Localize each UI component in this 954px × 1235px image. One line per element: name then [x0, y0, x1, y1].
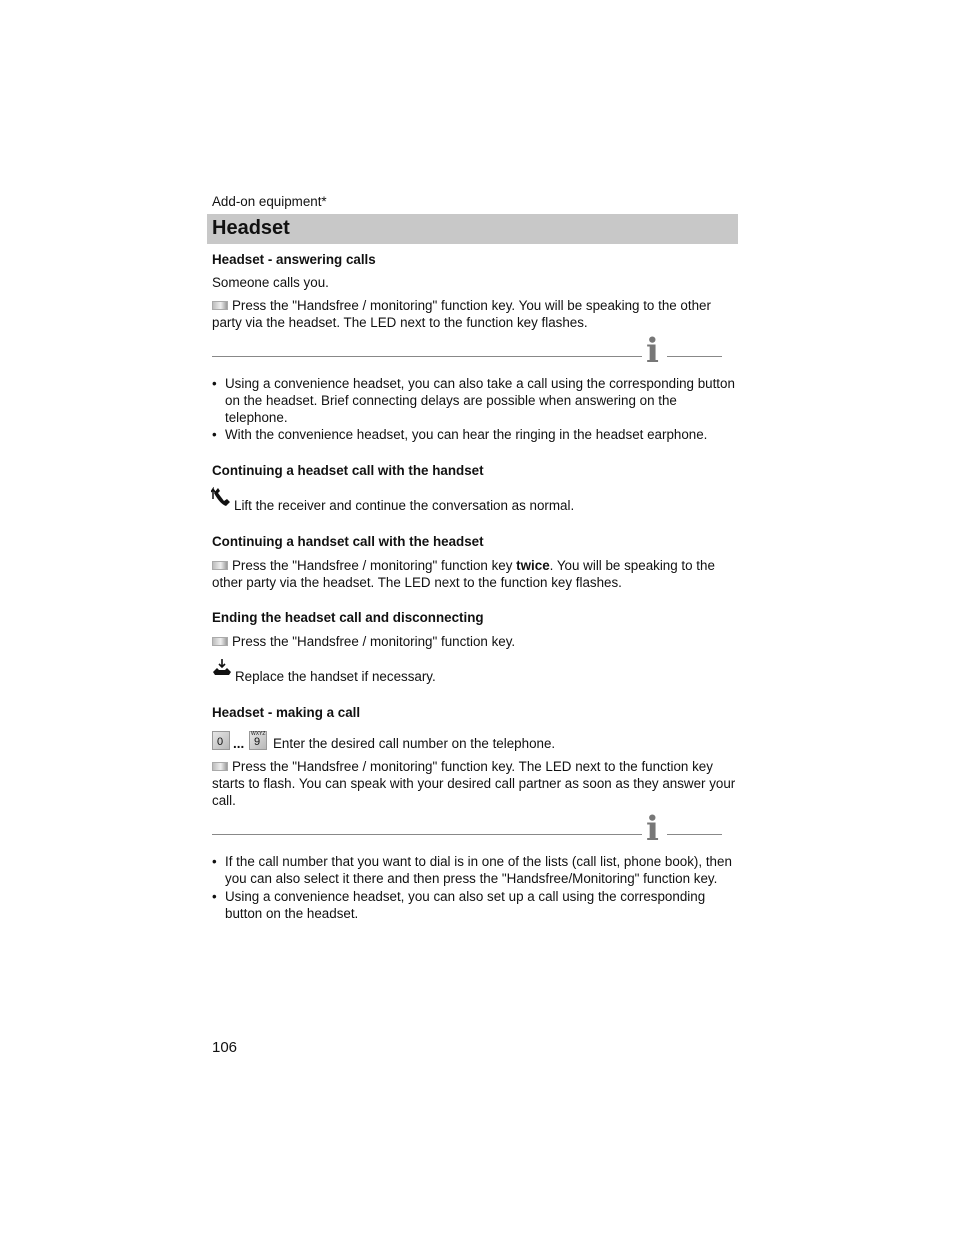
heading-answering-calls: Headset - answering calls	[212, 252, 376, 267]
emphasis-twice: twice	[516, 558, 550, 573]
dial-step-text: Enter the desired call number on the telephone.	[273, 736, 556, 751]
answering-step	[212, 297, 737, 331]
answering-notes	[212, 375, 737, 443]
continue-headset-text-b: . You will be speaking to the other party via the headset. The LED next to the function key flashes.	[212, 558, 715, 590]
function-key-icon	[212, 561, 228, 570]
ending-step-2	[212, 668, 737, 685]
lift-receiver-step	[212, 497, 737, 514]
info-divider-left	[212, 834, 642, 835]
digit-key-0-icon	[212, 731, 230, 750]
lift-receiver-text: Lift the receiver and continue the conversation as normal.	[234, 498, 575, 513]
function-key-icon	[212, 301, 228, 310]
heading-continue-with-handset: Continuing a headset call with the handset	[212, 463, 484, 478]
info-divider-left	[212, 356, 642, 357]
list-item: • Using a convenience headset, you can also set up a call using the corresponding button on the headset.	[212, 888, 737, 922]
info-divider-right	[667, 834, 722, 835]
answering-intro: Someone calls you.	[212, 275, 329, 290]
making-call-step	[212, 758, 737, 809]
info-icon: i	[646, 331, 659, 371]
list-item: • Using a convenience headset, you can also take a call using the corresponding button on the headset. Brief connecting delays are possible when answering on the telephone.	[212, 375, 737, 426]
function-key-icon	[212, 762, 228, 771]
replace-handset-icon	[211, 658, 233, 680]
continue-headset-step	[212, 557, 737, 591]
heading-ending-call: Ending the headset call and disconnecting	[212, 610, 484, 625]
page-number: 106	[212, 1039, 238, 1056]
ending-step-1	[212, 633, 737, 650]
ending-step-2-text: Replace the handset if necessary.	[235, 669, 436, 684]
digit-key-0-label: 0	[217, 736, 224, 748]
making-call-step-text: Press the "Handsfree / monitoring" function key. The LED next to the function key starts to flash. You can speak with your desired call partner as soon as they answer your call.	[212, 759, 736, 808]
info-divider-right	[667, 356, 722, 357]
continue-headset-text-a: Press the "Handsfree / monitoring" function key	[232, 558, 517, 573]
digit-key-9-icon	[249, 731, 267, 750]
list-item: • If the call number that you want to dial is in one of the lists (call list, phone book), then you can also select it there and then press the "Handsfree/Monitoring" function key.	[212, 853, 737, 887]
digit-key-9-label: 9	[254, 736, 261, 748]
digit-key-9-letters: WXYZ	[251, 731, 266, 737]
heading-making-call: Headset - making a call	[212, 705, 361, 720]
function-key-icon	[212, 637, 228, 646]
making-call-notes	[212, 853, 737, 922]
section-title-bar	[207, 214, 738, 244]
list-item: • With the convenience headset, you can hear the ringing in the headset earphone.	[212, 426, 737, 443]
ending-step-1-text: Press the "Handsfree / monitoring" function key.	[232, 634, 516, 649]
heading-continue-with-headset: Continuing a handset call with the headset	[212, 534, 484, 549]
info-icon: i	[646, 809, 659, 849]
key-range-ellipsis: ...	[233, 736, 245, 751]
lift-handset-icon	[211, 487, 233, 509]
answering-step-text: Press the "Handsfree / monitoring" function key. You will be speaking to the other party via the headset. The LED next to the function key flashes.	[212, 298, 711, 330]
page-title: Headset	[212, 217, 290, 239]
breadcrumb: Add-on equipment*	[212, 194, 327, 209]
